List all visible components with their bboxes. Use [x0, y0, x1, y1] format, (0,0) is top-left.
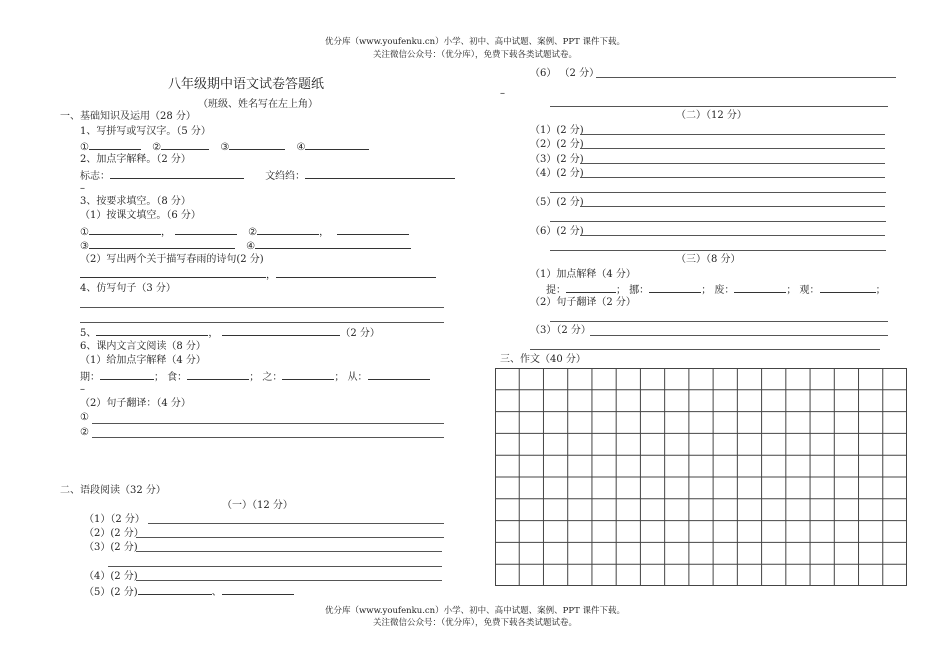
- q3-mark-3: ③: [80, 241, 89, 252]
- p2-continuation-line-1[interactable]: [550, 192, 886, 193]
- p1-item-5-row: [84, 585, 294, 599]
- q6-blank-1[interactable]: [100, 370, 154, 380]
- q5-blank-2[interactable]: [222, 326, 340, 336]
- q6-1-row: [80, 370, 430, 384]
- q3-mark-4: ④: [246, 241, 256, 252]
- footer-line-1: 优分库（www.youfenku.cn）小学、初中、高中试题、案例、PPT 课件下载。: [325, 606, 625, 616]
- p3-blank-4[interactable]: [820, 283, 876, 293]
- q3-2-row: [80, 268, 436, 282]
- q4-answer-line-2[interactable]: [80, 322, 444, 323]
- q6-2-heading: （2）句子翻译：（4 分）: [80, 398, 191, 409]
- p2-answer-line-2[interactable]: [580, 148, 885, 149]
- p3-3-answer-line-1[interactable]: [590, 335, 888, 336]
- q6-1-heading: （1）给加点字解释（4 分）: [80, 355, 206, 366]
- p3-blank-2[interactable]: [649, 283, 701, 293]
- q3-blank-2b[interactable]: [337, 225, 409, 235]
- p2-answer-line-1[interactable]: [580, 134, 885, 135]
- p1-blank-5a[interactable]: [138, 585, 212, 595]
- p1-answer-line-1[interactable]: [148, 523, 444, 524]
- p1-answer-line-2[interactable]: [136, 537, 444, 538]
- q1-blank-2[interactable]: [161, 140, 209, 150]
- p3-word-4: ； 观：: [786, 285, 820, 296]
- composition-grid[interactable]: [495, 368, 907, 586]
- q2-label-b: 文绉绉：: [265, 171, 306, 182]
- section-1-heading: 一、基础知识及运用（28 分）: [60, 111, 196, 122]
- q6-2-mark-1: ①: [80, 412, 89, 423]
- p3-2-heading: （2）句子翻译（2 分）: [530, 297, 636, 308]
- q1-blank-3[interactable]: [229, 140, 285, 150]
- p3-1-heading: （1）加点解释（4 分）: [530, 269, 636, 280]
- header-line-1: 优分库（www.youfenku.cn）小学、初中、高中试题、案例、PPT 课件下载。: [325, 37, 625, 47]
- q4-answer-line-1[interactable]: [80, 307, 444, 308]
- dash-mark: –: [500, 88, 505, 99]
- q6-blank-2[interactable]: [187, 370, 249, 380]
- p3-end: ；: [875, 285, 886, 296]
- p1-item-2: （2）(2 分）: [84, 528, 144, 539]
- section-2-heading: 二、语段阅读（32 分）: [60, 485, 166, 496]
- q2-blank-b[interactable]: [305, 169, 455, 179]
- p2-item-6: （6）(2 分): [530, 226, 584, 237]
- q1-mark-2: ②: [152, 142, 162, 153]
- q2-row: [80, 169, 455, 183]
- q3-2-blank-2[interactable]: [276, 268, 436, 278]
- q6-2-answer-line-1[interactable]: [92, 423, 444, 424]
- comma: ，: [160, 227, 171, 238]
- p1-answer-line-4[interactable]: [136, 580, 442, 581]
- q3-2-blank-1[interactable]: [80, 268, 266, 278]
- passage-1-heading: （一）（12 分）: [222, 500, 293, 511]
- footer-line-2: 关注微信公众号：（优分库），免费下载各类试题试卷。: [372, 618, 577, 628]
- q6-word-1: 期：: [80, 372, 100, 383]
- q3-mark-1: ①: [80, 227, 89, 238]
- page-subtitle: （班级、姓名写在左上角）: [198, 99, 318, 110]
- r6-answer-line-2[interactable]: [550, 106, 888, 107]
- q5-label: 5、: [80, 328, 97, 339]
- p2-item-1: （1）(2 分): [530, 125, 584, 136]
- q3-blank-2a[interactable]: [257, 225, 319, 235]
- q3-blank-3[interactable]: [89, 239, 235, 249]
- q6-2-answer-line-2[interactable]: [92, 437, 444, 438]
- q6-word-2: ； 食：: [154, 372, 188, 383]
- q3-1-heading: （1）按课文填空。（6 分）: [80, 210, 201, 221]
- q3-row-1: [80, 225, 409, 239]
- p1-answer-line-3a[interactable]: [136, 551, 442, 552]
- header-line-2: 关注微信公众号：（优分库），免费下载各类试题试卷。: [372, 50, 577, 60]
- p3-blank-1[interactable]: [566, 283, 616, 293]
- r6-label: （6） （2 分）: [530, 68, 600, 79]
- passage-3-heading: （三）（8 分）: [676, 254, 741, 265]
- p3-2-answer-line[interactable]: [550, 321, 888, 322]
- q1-mark-1: ①: [80, 142, 89, 153]
- p1-item-5: （5）(2 分): [84, 587, 138, 598]
- p1-answer-line-3b[interactable]: [108, 566, 442, 567]
- p2-item-4: （4）(2 分): [530, 168, 584, 179]
- q1-mark-4: ④: [296, 142, 306, 153]
- p3-word-3: ； 废：: [701, 285, 735, 296]
- p1-item-3: （3）(2 分): [84, 542, 138, 553]
- q3-row-2: [80, 239, 411, 253]
- p2-item-2: （2）(2 分): [530, 139, 584, 150]
- q3-blank-1b[interactable]: [175, 225, 237, 235]
- q3-2-heading: （2）写出两个关于描写春雨的诗句(2 分): [80, 254, 264, 265]
- q6-2-mark-2: ②: [80, 427, 89, 438]
- p2-answer-line-3[interactable]: [580, 163, 885, 164]
- p1-item-1: （1）（2 分）: [84, 514, 145, 525]
- q5-score: （2 分）: [340, 328, 380, 339]
- comma: ，: [266, 270, 276, 281]
- q5-row: [80, 326, 380, 340]
- q6-blank-3[interactable]: [282, 370, 334, 380]
- q4-heading: 4、仿写句子（3 分）: [80, 283, 176, 294]
- p1-blank-5b[interactable]: [222, 585, 294, 595]
- page-title: 八年级期中语文试卷答题纸: [168, 77, 325, 92]
- q2-blank-a[interactable]: [110, 169, 244, 179]
- q6-heading: 6、课内文言文阅读（8 分）: [80, 341, 206, 352]
- q2-heading: 2、加点字解释。（2 分）: [80, 154, 191, 165]
- p1-item-4: （4）(2 分): [84, 571, 138, 582]
- q1-heading: 1、写拼写或写汉字。（5 分）: [80, 126, 211, 137]
- p2-continuation-line-3[interactable]: [550, 250, 886, 251]
- p2-answer-line-4[interactable]: [580, 177, 885, 178]
- p2-item-5: （5）(2 分): [530, 197, 584, 208]
- dash-mark: –: [80, 384, 85, 395]
- p2-answer-line-5[interactable]: [580, 206, 885, 207]
- separator: 、: [211, 587, 222, 598]
- q1-blank-1[interactable]: [89, 140, 141, 150]
- p3-word-2: ； 挪：: [616, 285, 650, 296]
- p3-3-label: （3）（2 分）: [530, 325, 591, 336]
- q6-word-4: ； 从：: [334, 372, 368, 383]
- q6-blank-4[interactable]: [368, 370, 430, 380]
- q6-word-3: ； 之：: [249, 372, 283, 383]
- p3-blank-3[interactable]: [734, 283, 786, 293]
- r6-answer-line-1[interactable]: [596, 77, 896, 78]
- q1-mark-3: ③: [220, 142, 230, 153]
- p2-item-3: （3）(2 分): [530, 154, 584, 165]
- p3-1-row: [546, 283, 886, 297]
- q1-blank-4[interactable]: [305, 140, 369, 150]
- comma: ，: [208, 328, 219, 339]
- q2-label-a: 标志：: [80, 171, 110, 182]
- dash-mark: –: [80, 183, 85, 194]
- p3-word-1: 提：: [546, 285, 566, 296]
- q3-blank-1a[interactable]: [89, 225, 161, 235]
- comma: ，: [319, 227, 330, 238]
- p2-continuation-line-2[interactable]: [550, 221, 886, 222]
- section-3-heading: 三、作文（40 分）: [500, 354, 586, 365]
- q5-blank-1[interactable]: [96, 326, 208, 336]
- q1-row: [80, 140, 369, 154]
- p3-3-answer-line-2[interactable]: [530, 349, 880, 350]
- q3-mark-2: ②: [248, 227, 258, 238]
- q3-blank-4[interactable]: [255, 239, 411, 249]
- passage-2-heading: （二）（12 分）: [676, 110, 747, 121]
- p2-answer-line-6[interactable]: [580, 235, 885, 236]
- q3-heading: 3、按要求填空。（8 分）: [80, 196, 191, 207]
